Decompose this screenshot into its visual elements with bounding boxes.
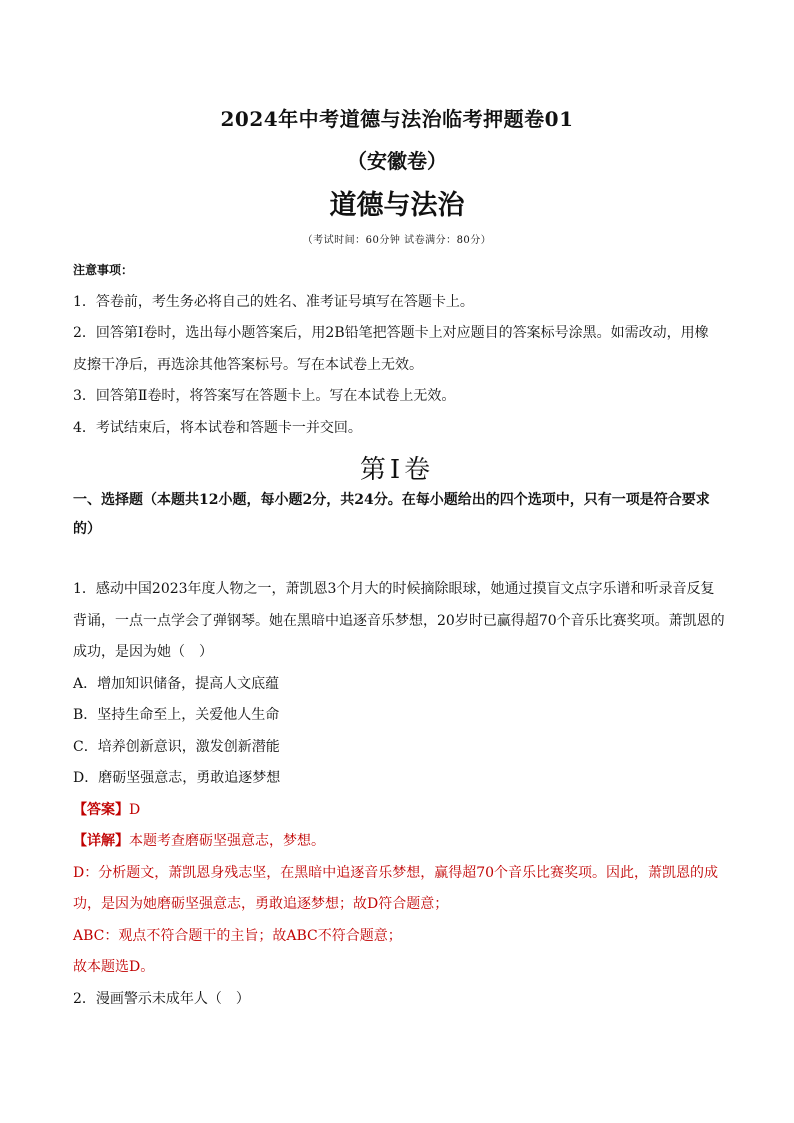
analysis-line: D：分析题文，萧凯恩身残志坚，在黑暗中追逐音乐梦想，赢得超70个音乐比赛奖项。因此，萧凯恩的成 [73, 864, 719, 881]
answer-label: 【答案】 [73, 801, 129, 818]
question-1 [73, 574, 723, 1015]
document-subtitle: （安徽卷） [347, 149, 447, 173]
notes-item: 皮擦干净后，再选涂其他答案标号。写在本试卷上无效。 [73, 356, 423, 373]
answer-line [73, 795, 723, 827]
question-stem-line: 1．感动中国2023年度人物之一，萧凯恩3个月大的时候摘除眼球，她通过摸盲文点字乐谱和听录音反复 [73, 581, 715, 597]
answer-value: D [129, 801, 141, 818]
section-heading-line: 一、选择题（本题共12小题，每小题2分，共24分。在每小题给出的四个选项中，只有一项是符合要求 [73, 492, 710, 508]
notes-heading: 注意事项： [73, 263, 134, 277]
section-heading [73, 486, 723, 544]
section-heading-line: 的） [73, 521, 101, 537]
analysis-line: 故本题选D。 [73, 959, 155, 975]
option-b: B．坚持生命至上，关爱他人生命 [73, 707, 280, 723]
notes-item: 2．回答第Ⅰ卷时，选出每小题答案后，用2B铅笔把答题卡上对应题目的答案标号涂黑。如需改动，用橡 [73, 325, 709, 341]
volume-title: 第Ⅰ卷 [359, 455, 435, 485]
subject-title: 道德与法治 [329, 190, 465, 221]
analysis-line: ABC：观点不符合题干的主旨；故ABC不符合题意； [73, 927, 402, 944]
notes-item: 1．答卷前，考生务必将自己的姓名、准考证号填写在答题卡上。 [73, 293, 474, 310]
document-title: 2024年中考道德与法治临考押题卷01 [220, 107, 574, 131]
detail-label: 【详解】 [73, 833, 129, 849]
question-2-stem: 2．漫画警示未成年人（ ） [73, 990, 250, 1007]
option-d: D．磨砺坚强意志，勇敢追逐梦想 [73, 770, 281, 786]
option-c: C．培养创新意识，激发创新潜能 [73, 738, 280, 755]
analysis-line: 功，是因为她磨砺坚强意志，勇敢追逐梦想；故D符合题意； [73, 896, 449, 912]
option-a: A．增加知识储备，提高人文底蕴 [73, 675, 280, 692]
question-stem-line: 背诵，一点一点学会了弹钢琴。她在黑暗中追逐音乐梦想，20岁时已赢得超70个音乐比赛奖项。萧凯恩的 [73, 612, 725, 629]
notes-item: 4．考试结束后，将本试卷和答题卡一并交回。 [73, 419, 362, 436]
exam-info: （考试时间：60分钟 试卷满分：80分） [302, 235, 492, 246]
question-stem-line: 成功，是因为她（ ） [73, 644, 213, 660]
detail-text: 本题考查磨砺坚强意志，梦想。 [129, 833, 325, 849]
detail-line [73, 826, 723, 858]
notes-item: 3．回答第Ⅱ卷时，将答案写在答题卡上。写在本试卷上无效。 [73, 388, 456, 404]
notes-block [73, 255, 723, 444]
